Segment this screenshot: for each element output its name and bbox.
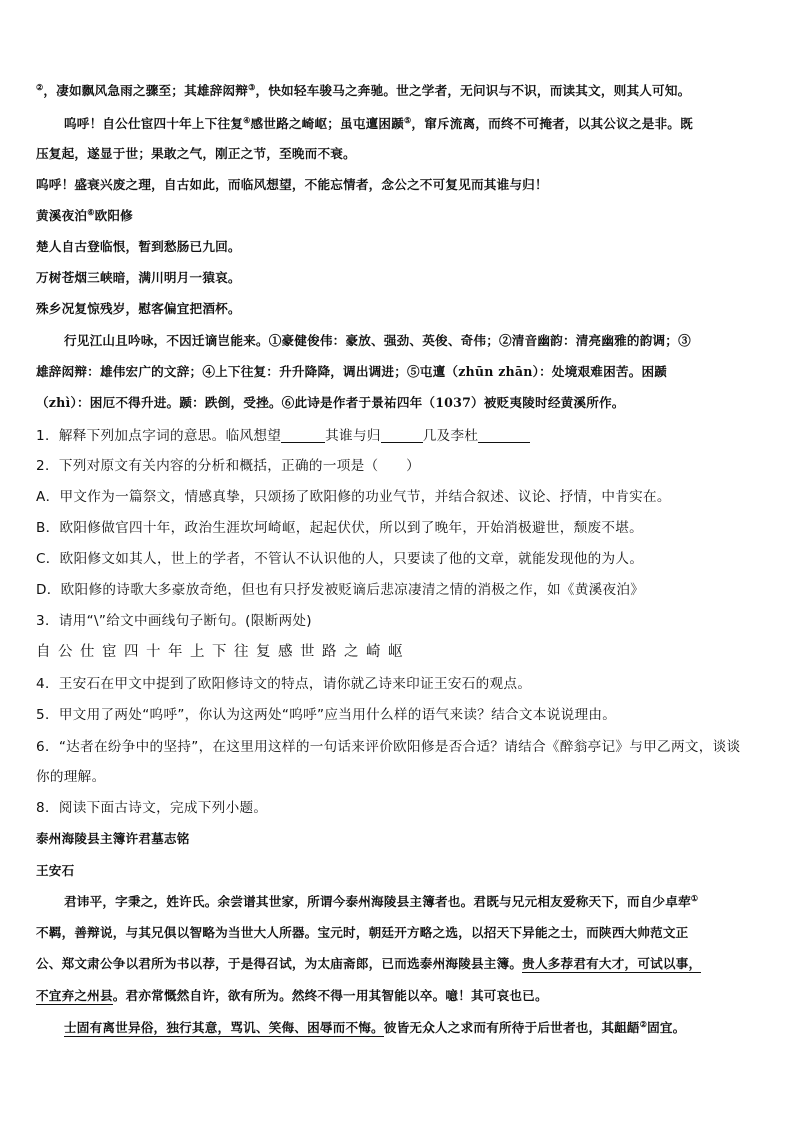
passage-a-line-2: 呜呼！自公仕宦四十年上下往复④感世路之崎岖；虽屯邅困踬⑤，窜斥流离，而终不可掩者，以其公议之是非。既 [64, 114, 693, 131]
passage-b-author: 王安石 [36, 863, 75, 878]
question-1: 1．解释下列加点字词的意思。临风想望 其谁与归 几及李杜 [36, 425, 760, 447]
note-marker: ⑤ [404, 114, 412, 125]
question-4: 4．王安石在甲文中提到了欧阳修诗文的特点，请你就乙诗来印证王安石的观点。 [36, 676, 532, 692]
answer-blank[interactable] [281, 428, 325, 443]
poem-line: 万树苍烟三峡暗，满川明月一猿哀。 [36, 270, 241, 285]
poem-title: 黄溪夜泊⑥欧阳修 [36, 206, 133, 223]
passage-b-line-2: 不羁，善辩说，与其兄俱以智略为当世大人所器。宝元时，朝廷开方略之选，以招天下异能之士，而陕西大帅范文正 [36, 925, 689, 940]
question-8: 8．阅读下面古诗文，完成下列小题。 [36, 800, 268, 816]
notes-line-2: 雄辞闳辩：雄伟宏广的文辞；④上下往复：升升降降，调出调进；⑤屯邅（zhūn zhān）：处境艰难困苦。困踬 [36, 364, 668, 379]
question-6-line-2: 你的理解。 [36, 769, 106, 785]
poem-line: 楚人自古登临恨，暂到愁肠已九回。 [36, 239, 241, 254]
question-2-option-c[interactable]: C．欧阳修文如其人，世上的学者，不管认不认识他的人，只要读了他的文章，就能发现他的为人。 [36, 551, 644, 567]
note-marker: ② [639, 1018, 648, 1029]
passage-b-line-4: 不宜弃之州县。君亦常慨然自许，欲有所为。然终不得一用其智能以卒。噫！其可哀也已。 [36, 988, 548, 1003]
passage-a-line-1: ②，凄如飘风急雨之骤至；其雄辞闳辩③，快如轻车骏马之奔驰。世之学者，无问识与不识，而读其文，则其人可知。 [36, 81, 691, 98]
question-2: 2．下列对原文有关内容的分析和概括，正确的一项是（ ） [36, 458, 421, 474]
passage-b-line-5: 士固有离世异俗，独行其意，骂讥、笑侮、困辱而不悔。彼皆无众人之求而有所待于后世者也，其龃龉②固宜。 [64, 1018, 686, 1035]
question-5: 5．甲文用了两处“呜呼”，你认为这两处“呜呼”应当用什么样的语气来读？结合文本说说理由。 [36, 707, 617, 723]
question-2-option-a[interactable]: A．甲文作为一篇祭文，情感真挚，只颂扬了欧阳修的功业气节，并结合叙述、议论、抒情，中肯实在。 [36, 489, 671, 505]
question-6-line-1: 6．“达者在纷争中的坚持”，在这里用这样的一句话来评价欧阳修是否合适？请结合《醉翁亭记》与甲乙两文，谈谈 [36, 739, 741, 755]
question-2-option-d[interactable]: D．欧阳修的诗歌大多豪放奇绝，但也有只抒发被贬谪后悲凉凄清之情的消极之作，如《黄溪夜泊》 [36, 582, 645, 598]
note-marker: ③ [248, 81, 256, 92]
notes-line-3: （zhì）：困厄不得升进。踬：跌倒，受挫。⑥此诗是作者于景祐四年（1037）被贬夷陵时经黄溪所作。 [36, 395, 625, 410]
poem-line: 殊乡况复惊残岁，慰客偏宜把酒杯。 [36, 301, 241, 316]
note-marker: ④ [243, 114, 251, 125]
poem-last-line-with-notes: 行见江山且吟咏，不因迁谪岂能来。①豪健俊伟：豪放、强劲、英俊、奇伟；②清音幽韵：清亮幽雅的韵调；③ [64, 333, 691, 348]
passage-b-title: 泰州海陵县主簿许君墓志铭 [36, 831, 190, 846]
answer-blank[interactable] [381, 428, 423, 443]
question-3: 3．请用“\”给文中画线句子断句。(限断两处) [36, 613, 312, 629]
passage-a-line-4: 呜呼！盛衰兴废之理，自古如此，而临风想望，不能忘情者，念公之不可复见而其谁与归！ [36, 177, 548, 192]
note-marker: ② [36, 81, 44, 92]
note-marker: ① [690, 892, 699, 903]
answer-blank[interactable] [478, 428, 530, 443]
passage-a-line-3: 压复起，遂显于世；果敢之气，刚正之节，至晚而不衰。 [36, 146, 356, 161]
passage-b-line-1: 君讳平，字秉之，姓许氏。余尝谱其世家，所谓今泰州海陵县主簿者也。君既与兄元相友爱称天下，而自少卓荦① [64, 892, 699, 909]
note-marker: ⑥ [87, 206, 95, 217]
underlined-sentence: 贵人多荐君有大才，可试以事， [522, 956, 702, 971]
question-3-sentence: 自公仕宦四十年上下往复感世路之崎岖 [36, 644, 410, 660]
passage-b-line-3: 公、郑文肃公争以君所为书以荐，于是得召试，为太庙斋郎，已而选泰州海陵县主簿。贵人多荐君有大才，可试以事， [36, 956, 702, 971]
underlined-sentence: 士固有离世异俗，独行其意，骂讥、笑侮、困辱而不悔。 [64, 1020, 384, 1035]
underlined-sentence: 不宜弃之州县 [36, 988, 113, 1003]
question-2-option-b[interactable]: B．欧阳修做官四十年，政治生涯坎坷崎岖，起起伏伏，所以到了晚年，开始消极避世，颓废不堪。 [36, 520, 644, 536]
